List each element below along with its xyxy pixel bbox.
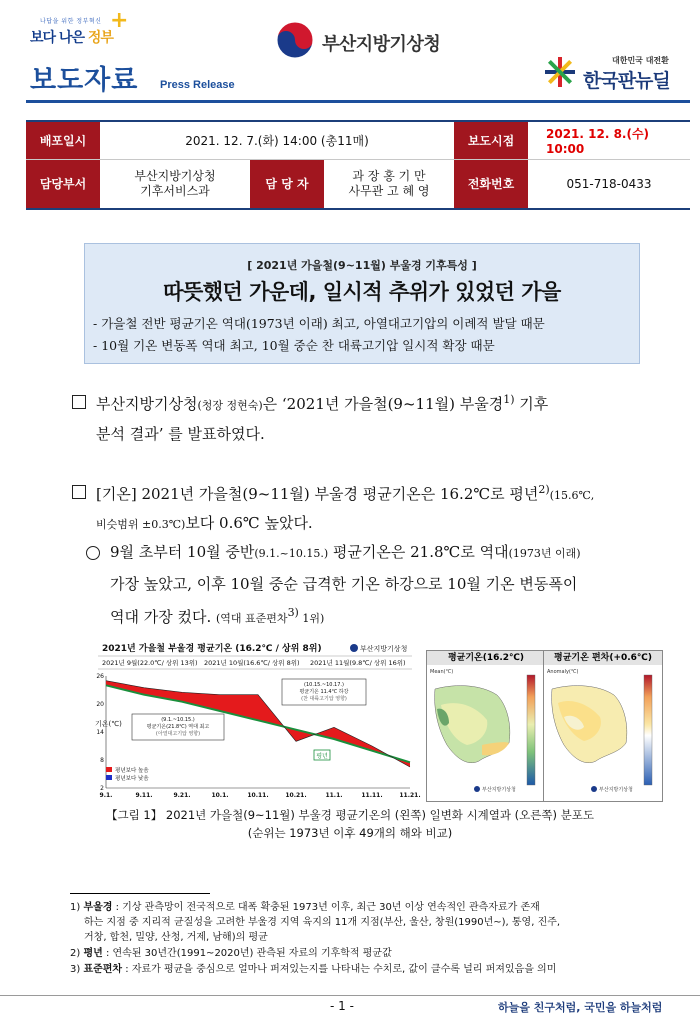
p2-text: [기온] 2021년 가을철(9~11월) 부울경 평균기온은 16.2℃로 평년 xyxy=(96,485,539,503)
y-tick-label: 20 xyxy=(96,701,104,708)
p3-period: (9.1.~10.15.) xyxy=(254,547,329,560)
person-value xyxy=(324,159,454,209)
p3-text-c: 역대 가장 컸다. xyxy=(110,608,217,626)
legend-low-swatch xyxy=(106,775,112,780)
temp-anomaly-map xyxy=(543,650,663,802)
gov-plus-icon: + xyxy=(110,8,129,33)
p2-footnote-ref: 2) xyxy=(538,483,550,496)
callout-2-line3: (찬 대륙고기압 영향) xyxy=(301,696,347,702)
fn1-number: 1) xyxy=(70,902,81,913)
callout-1-line2: 평균기온(21.8℃) 역대 최고 xyxy=(146,724,210,730)
footnote-1-line1 xyxy=(70,898,540,913)
p1-chief: (청장 정현숙) xyxy=(197,399,263,412)
taegeuk-icon xyxy=(275,20,315,60)
map-1-logo-label: 부산지방기상청 xyxy=(482,787,516,793)
dept-value xyxy=(100,159,250,209)
square-bullet-icon xyxy=(72,485,86,499)
distribute-label: 배포일시 xyxy=(26,121,100,159)
x-tick-label: 11.21. xyxy=(399,792,421,799)
table-row xyxy=(26,159,690,209)
paragraph-3-line3 xyxy=(110,607,324,625)
p3-rank: 1위) xyxy=(298,612,325,625)
agency-name: 부산지방기상청 xyxy=(322,34,441,55)
footnote-divider xyxy=(70,893,210,894)
x-tick-label: 10.11. xyxy=(247,792,269,799)
person-label: 담 당 자 xyxy=(250,159,324,209)
month-10-label: 2021년 10월(16.6℃/ 상위 8위) xyxy=(204,659,300,667)
dept-value-line2: 기후서비스과 xyxy=(140,183,210,198)
p1-text-end: 기후 xyxy=(514,395,549,413)
paragraph-3-line2: 가장 높았고, 이후 10월 중순 급격한 기온 하강으로 10월 기온 변동폭이 xyxy=(110,575,578,593)
release-label: 보도시점 xyxy=(454,121,528,159)
chart-title: 2021년 가을철 부울경 평균기온 (16.2℃ / 상위 8위) xyxy=(102,644,322,654)
mean-temp-map xyxy=(426,650,546,802)
x-tick-label: 11.1. xyxy=(325,792,343,799)
person-value-line1: 과 장 홍 기 만 xyxy=(352,168,426,183)
gov-slogan-text-b: 정부 xyxy=(87,30,113,46)
legend-high-label: 평년보다 높음 xyxy=(115,768,149,774)
release-value: 2021. 12. 8.(수) 10:00 xyxy=(528,121,690,159)
headline-box xyxy=(84,243,640,364)
fn2-key: 평년 xyxy=(83,948,103,959)
normal-label: 평년 xyxy=(316,753,328,760)
callout-2-line1: (10.15.~10.17.) xyxy=(304,682,344,688)
x-tick-label: 10.1. xyxy=(211,792,229,799)
x-tick-label: 9.21. xyxy=(173,792,191,799)
map-2-logo-label: 부산지방기상청 xyxy=(599,787,633,793)
x-tick-label: 11.11. xyxy=(361,792,383,799)
footnote-1-line3: 거창, 합천, 밀양, 산청, 거제, 남해)의 평균 xyxy=(84,932,268,943)
paragraph-1-line2: 분석 결과’ 를 발표하였다. xyxy=(96,425,265,443)
map-2-title-value: 평균기온 편차(+0.6℃) xyxy=(554,653,652,663)
p2-text-end: 보다 0.6℃ 높았다. xyxy=(185,514,313,532)
dept-value-line1: 부산지방기상청 xyxy=(134,168,216,183)
footer-slogan: 하늘을 친구처럼, 국민을 하늘처럼 xyxy=(498,1001,663,1014)
callout-2-line2: 평균기온 11.4℃ 하강 xyxy=(299,689,349,695)
month-9-label: 2021년 9월(22.0℃/ 상위 13위) xyxy=(102,659,198,667)
y-tick-label: 14 xyxy=(96,729,104,736)
footnote-1-line2: 하는 지점 중 지리적 균질성을 고려한 부울경 지역 육지의 11개 지점(부산, 울산, 창원(1990년~), 통영, 진주, xyxy=(84,917,561,928)
callout-1-line1: (9.1.~10.15.) xyxy=(161,717,195,723)
phone-value: 051-718-0433 xyxy=(528,159,690,209)
map-2-title xyxy=(544,651,662,665)
map-2-title-text xyxy=(554,653,652,663)
headline-bullet-2: - 10월 기온 변동폭 역대 최고, 10월 중순 찬 대륙고기압 일시적 확장 때문 xyxy=(93,338,495,353)
legend-high-swatch xyxy=(106,767,112,772)
p3-footnote-ref: 3) xyxy=(287,606,299,619)
fn2-text: : 연속된 30년간(1991~2020년) 관측된 자료의 기후학적 평균값 xyxy=(102,948,392,959)
y-tick-label: 26 xyxy=(96,673,104,680)
map-2-logo-icon xyxy=(591,786,597,792)
header xyxy=(0,0,700,108)
fn1-text: : 기상 관측망이 전국적으로 대폭 확충된 1973년 이후, 최근 30년 이상 연속적인 관측자료가 존재 xyxy=(112,902,540,913)
footnote-2 xyxy=(70,944,392,959)
month-11-label: 2021년 11월(9.8℃/ 상위 16위) xyxy=(310,659,406,667)
new-deal-star-icon xyxy=(543,55,577,89)
gov-innovation-tag: 나답을 위한 정부혁신 xyxy=(40,18,102,25)
square-bullet-icon xyxy=(72,395,86,409)
map-1-graphic xyxy=(427,665,545,801)
figure-caption-1: 【그림 1】 2021년 가을철(9~11월) 부울경 평균기온의 (왼쪽) 일변화 시계열과 (오른쪽) 분포도 xyxy=(106,808,594,822)
new-deal-subtitle: 대한민국 대전환 xyxy=(612,56,669,65)
headline-subtitle: [ 2021년 가을철(9~11월) 부울경 기후특성 ] xyxy=(247,259,477,272)
map-2-graphic xyxy=(544,665,662,801)
dept-label: 담당부서 xyxy=(26,159,100,209)
p3-since: (1973년 이래) xyxy=(508,547,581,560)
figure-caption-2: (순위는 1973년 이후 49개의 해와 비교) xyxy=(247,826,453,840)
fn2-number: 2) xyxy=(70,948,81,959)
fn3-key: 표준편차 xyxy=(83,964,123,975)
table-row xyxy=(26,121,690,159)
footnote-3 xyxy=(70,960,556,975)
distribute-value: 2021. 12. 7.(화) 14:00 (총11매) xyxy=(100,121,454,159)
map-1-title-text: 평균기온(16.2℃) xyxy=(447,653,525,663)
doc-title: 보도자료 xyxy=(30,65,139,96)
paragraph-3-line1 xyxy=(110,545,581,560)
callout-1-line3: (아열대고기압 영향) xyxy=(155,731,201,737)
p3-std-note: (역대 표준편차 xyxy=(216,612,288,625)
paragraph-2-line2 xyxy=(96,516,313,531)
headline-bullet-1: - 가을철 전반 평균기온 역대(1973년 이래) 최고, 아열대고기압의 이례적 발달 때문 xyxy=(93,316,545,331)
legend-low-label: 평년보다 낮음 xyxy=(115,776,149,782)
doc-title-en: Press Release xyxy=(160,79,235,91)
temperature-chart xyxy=(92,638,421,800)
circle-bullet-icon xyxy=(86,546,100,560)
gov-slogan-logo xyxy=(30,27,113,47)
fn3-text: : 자료가 평균을 중심으로 얼마나 퍼져있는지를 나타내는 수치로, 값이 클수록 널리 퍼져있음을 의미 xyxy=(122,964,557,975)
y-tick-label: 8 xyxy=(100,757,104,764)
temperature-timeseries-figure xyxy=(92,638,421,800)
map-2-unit: Anomaly(℃) xyxy=(547,669,579,675)
gov-slogan-text-a: 보다 나은 xyxy=(30,30,88,46)
map-1-logo-icon xyxy=(474,786,480,792)
p2-range: 비슷범위 ±0.3℃) xyxy=(96,518,186,531)
fn1-key: 부울경 xyxy=(83,902,113,913)
x-tick-label: 9.11. xyxy=(135,792,153,799)
fn3-number: 3) xyxy=(70,964,81,975)
header-divider xyxy=(26,100,690,103)
chart-logo-label: 부산지방기상청 xyxy=(360,645,408,653)
paragraph-2-line1 xyxy=(96,484,594,502)
new-deal-title: 한국판뉴딜 xyxy=(583,70,670,92)
p1-agency: 부산지방기상청 xyxy=(96,395,198,413)
p1-footnote-ref: 1) xyxy=(503,393,515,406)
map-1-unit: Mean(℃) xyxy=(430,669,454,675)
p1-text: 은 ‘2021년 가을철(9~11월) 부울경 xyxy=(262,395,504,413)
footer-divider xyxy=(0,995,700,996)
map-1-title xyxy=(427,651,545,665)
headline-title: 따뜻했던 가운데, 일시적 추위가 있었던 가을 xyxy=(163,280,561,304)
p3-text-b: 평균기온은 21.8℃로 역대 xyxy=(328,543,509,561)
paragraph-1-line1 xyxy=(96,394,548,412)
p2-normal: (15.6℃, xyxy=(549,489,595,502)
p3-text: 9월 초부터 10월 중반 xyxy=(110,543,255,561)
kma-mini-logo-icon xyxy=(350,644,358,652)
release-info-table xyxy=(26,120,690,210)
page-number: - 1 - xyxy=(330,999,354,1013)
y-tick-label: 2 xyxy=(100,785,104,792)
x-tick-label: 9.1. xyxy=(99,792,113,799)
phone-label: 전화번호 xyxy=(454,159,528,209)
chart-y-label: 기온(℃) xyxy=(95,720,122,728)
x-tick-label: 10.21. xyxy=(285,792,307,799)
person-value-line2: 사무관 고 혜 영 xyxy=(348,183,430,198)
